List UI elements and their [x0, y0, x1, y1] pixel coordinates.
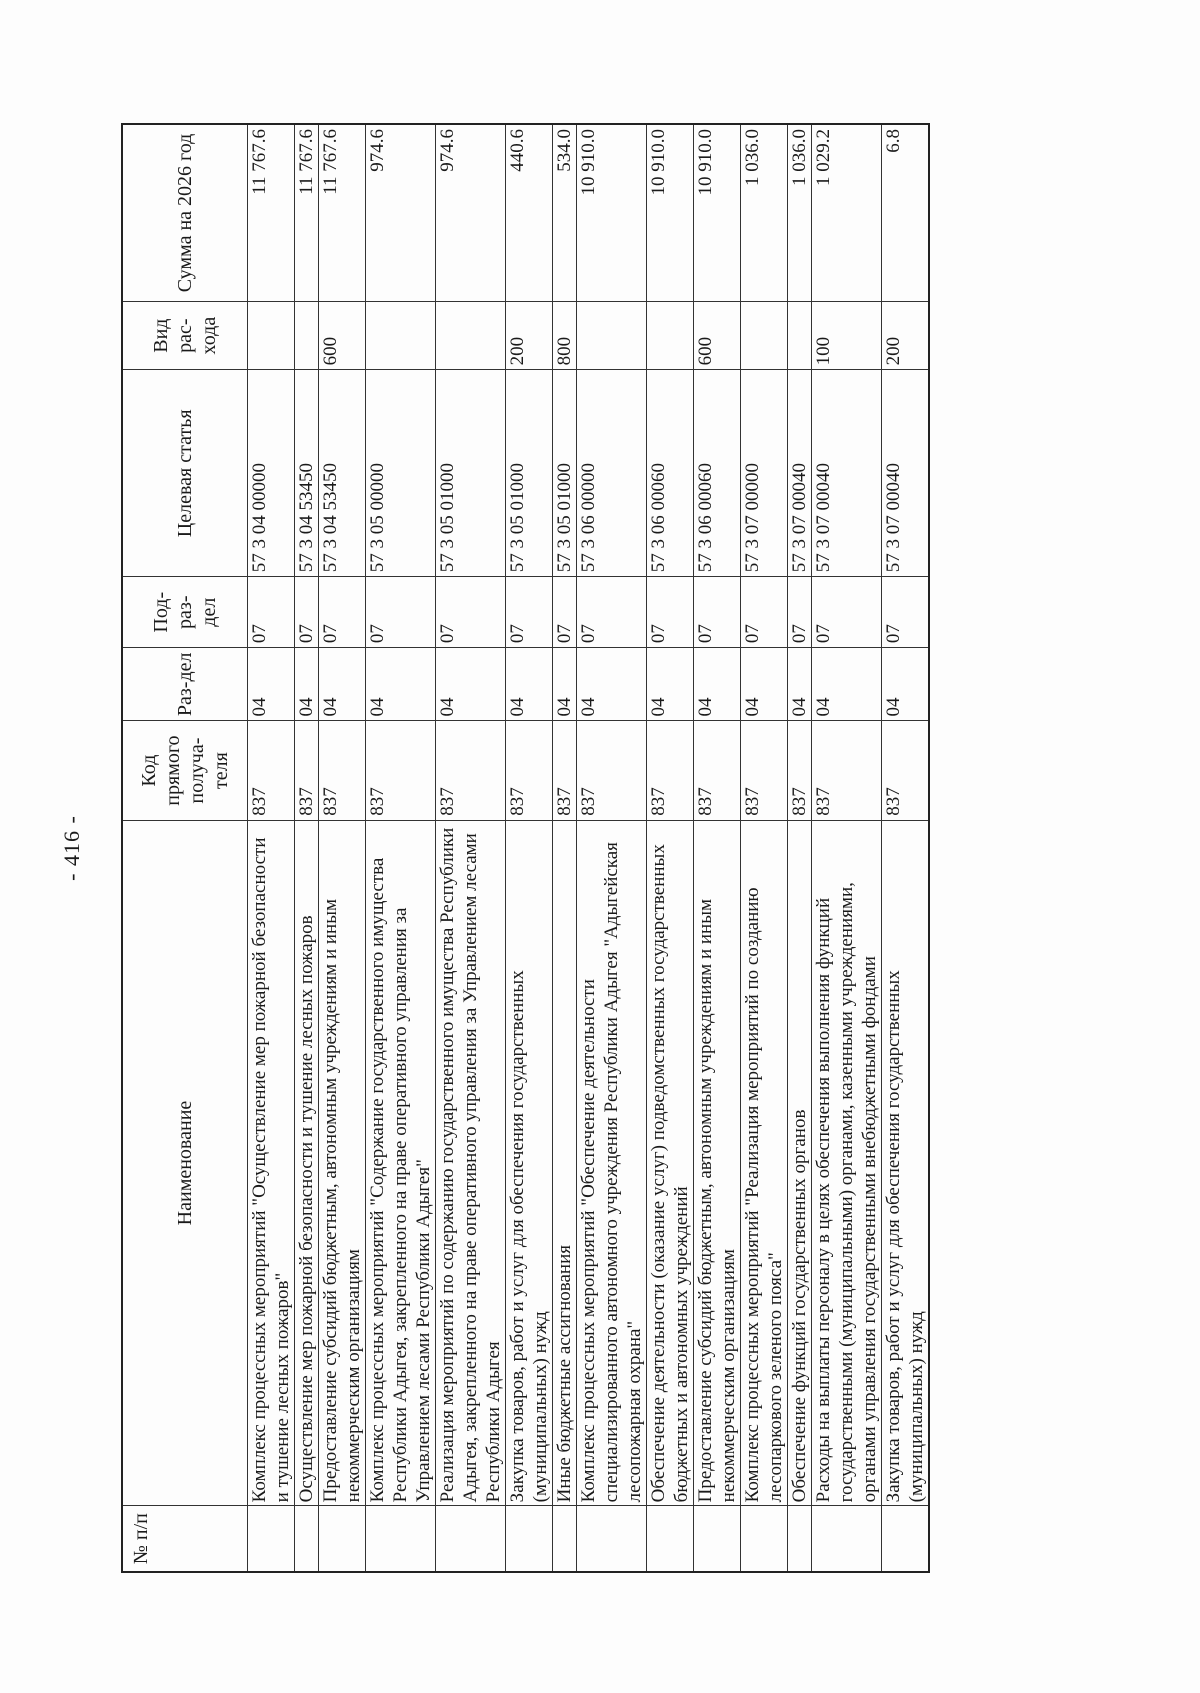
cell-target-article: 57 3 04 53450: [319, 370, 366, 577]
cell-number: [436, 1506, 506, 1572]
cell-number: [248, 1506, 295, 1572]
cell-recipient-code: 837: [882, 721, 930, 820]
cell-subsection: 07: [436, 577, 506, 648]
cell-section: 04: [694, 648, 741, 721]
cell-number: [506, 1506, 553, 1572]
cell-target-article: 57 3 07 00040: [788, 370, 812, 577]
cell-expense-type: [366, 301, 436, 370]
cell-section: 04: [647, 648, 694, 721]
header-number: № п/п: [122, 1506, 248, 1572]
cell-expense-type: [436, 301, 506, 370]
cell-name: Предоставление субсидий бюджетным, автономным учреждениям и иным некоммерческим организациям: [694, 820, 741, 1506]
cell-number: [788, 1506, 812, 1572]
cell-subsection: 07: [788, 577, 812, 648]
table-row: [788, 124, 812, 1572]
table-row: [436, 124, 506, 1572]
page-number: - 416 -: [59, 815, 84, 881]
cell-section: 04: [295, 648, 319, 721]
cell-expense-type: [295, 301, 319, 370]
table-header-row: [122, 124, 248, 1572]
cell-number: [577, 1506, 647, 1572]
table-row: [295, 124, 319, 1572]
cell-target-article: 57 3 07 00040: [882, 370, 930, 577]
table-body: [248, 124, 930, 1572]
table-row: [694, 124, 741, 1572]
cell-recipient-code: 837: [694, 721, 741, 820]
cell-target-article: 57 3 04 00000: [248, 370, 295, 577]
cell-target-article: 57 3 07 00000: [741, 370, 788, 577]
cell-sum: 974.6: [436, 124, 506, 301]
cell-number: [366, 1506, 436, 1572]
table-row: [319, 124, 366, 1572]
cell-section: 04: [741, 648, 788, 721]
cell-sum: 1 036.0: [741, 124, 788, 301]
cell-name: Осуществление мер пожарной безопасности и тушение лесных пожаров: [295, 820, 319, 1506]
header-target-article: Целевая статья: [122, 370, 248, 577]
cell-subsection: 07: [506, 577, 553, 648]
table-row: [366, 124, 436, 1572]
table-row: [577, 124, 647, 1572]
cell-name: Комплекс процессных мероприятий "Реализация мероприятий по созданию лесопаркового зеленого пояса": [741, 820, 788, 1506]
cell-subsection: 07: [553, 577, 577, 648]
cell-section: 04: [436, 648, 506, 721]
cell-recipient-code: 837: [812, 721, 882, 820]
cell-target-article: 57 3 06 00000: [577, 370, 647, 577]
cell-sum: 440.6: [506, 124, 553, 301]
cell-subsection: 07: [295, 577, 319, 648]
cell-subsection: 07: [882, 577, 930, 648]
table-row: [506, 124, 553, 1572]
cell-recipient-code: 837: [295, 721, 319, 820]
cell-section: 04: [577, 648, 647, 721]
cell-subsection: 07: [577, 577, 647, 648]
cell-subsection: 07: [812, 577, 882, 648]
table-row: [882, 124, 930, 1572]
cell-name: Расходы на выплаты персоналу в целях обеспечения выполнения функций государственными (муниципальными) органами, казенными учреждениями, органами управления государственными внебюджетными фондами: [812, 820, 882, 1506]
cell-recipient-code: 837: [366, 721, 436, 820]
cell-subsection: 07: [366, 577, 436, 648]
cell-sum: 1 029.2: [812, 124, 882, 301]
cell-expense-type: 200: [506, 301, 553, 370]
cell-expense-type: [577, 301, 647, 370]
cell-sum: 11 767.6: [295, 124, 319, 301]
cell-expense-type: 600: [694, 301, 741, 370]
cell-target-article: 57 3 05 01000: [436, 370, 506, 577]
cell-number: [319, 1506, 366, 1572]
cell-sum: 6.8: [882, 124, 930, 301]
cell-name: Обеспечение деятельности (оказание услуг) подведомственных государственных бюджетных и автономных учреждений: [647, 820, 694, 1506]
cell-expense-type: [647, 301, 694, 370]
table-row: [248, 124, 295, 1572]
cell-sum: 10 910.0: [577, 124, 647, 301]
cell-number: [295, 1506, 319, 1572]
cell-target-article: 57 3 07 00040: [812, 370, 882, 577]
cell-target-article: 57 3 04 53450: [295, 370, 319, 577]
cell-section: 04: [788, 648, 812, 721]
cell-section: 04: [812, 648, 882, 721]
table-row: [553, 124, 577, 1572]
cell-name: Реализация мероприятий по содержанию государственного имущества Республики Адыгея, закрепленного на праве оперативного управления за Управлением лесами Республики Адыгея: [436, 820, 506, 1506]
cell-target-article: 57 3 05 01000: [506, 370, 553, 577]
header-sum-2026: Сумма на 2026 год: [122, 124, 248, 301]
table-row: [647, 124, 694, 1572]
cell-name: Иные бюджетные ассигнования: [553, 820, 577, 1506]
cell-sum: 11 767.6: [248, 124, 295, 301]
table-row: [812, 124, 882, 1572]
cell-name: Комплекс процессных мероприятий "Содержание государственного имущества Республики Адыгея, закрепленного на праве оперативного управления за Управлением лесами Республики Адыгея": [366, 820, 436, 1506]
cell-name: Комплекс процессных мероприятий "Осуществление мер пожарной безопасности и тушение лесных пожаров": [248, 820, 295, 1506]
cell-sum: 11 767.6: [319, 124, 366, 301]
cell-sum: 1 036.0: [788, 124, 812, 301]
cell-recipient-code: 837: [647, 721, 694, 820]
cell-recipient-code: 837: [506, 721, 553, 820]
cell-name: Закупка товаров, работ и услуг для обеспечения государственных (муниципальных) нужд: [882, 820, 930, 1506]
cell-expense-type: [741, 301, 788, 370]
cell-subsection: 07: [647, 577, 694, 648]
cell-number: [882, 1506, 930, 1572]
cell-sum: 10 910.0: [647, 124, 694, 301]
cell-recipient-code: 837: [248, 721, 295, 820]
rotated-page-content: [59, 123, 1063, 1573]
cell-subsection: 07: [694, 577, 741, 648]
cell-name: Закупка товаров, работ и услуг для обеспечения государственных (муниципальных) нужд: [506, 820, 553, 1506]
header-recipient-code: Код прямого получа-теля: [122, 721, 248, 820]
cell-name: Предоставление субсидий бюджетным, автономным учреждениям и иным некоммерческим организациям: [319, 820, 366, 1506]
cell-section: 04: [553, 648, 577, 721]
cell-expense-type: [248, 301, 295, 370]
cell-recipient-code: 837: [553, 721, 577, 820]
cell-recipient-code: 837: [741, 721, 788, 820]
cell-number: [553, 1506, 577, 1572]
cell-name: Комплекс процессных мероприятий "Обеспечение деятельности специализированного автономного учреждения Республики Адыгея "Адыгейская лесопожарная охрана": [577, 820, 647, 1506]
cell-sum: 534.0: [553, 124, 577, 301]
cell-section: 04: [366, 648, 436, 721]
budget-table: [121, 123, 930, 1573]
cell-subsection: 07: [741, 577, 788, 648]
header-expense-type: Вид рас-хода: [122, 301, 248, 370]
cell-expense-type: 200: [882, 301, 930, 370]
table-row: [741, 124, 788, 1572]
cell-target-article: 57 3 05 00000: [366, 370, 436, 577]
cell-section: 04: [319, 648, 366, 721]
cell-target-article: 57 3 06 00060: [647, 370, 694, 577]
cell-subsection: 07: [248, 577, 295, 648]
header-name: Наименование: [122, 820, 248, 1506]
cell-recipient-code: 837: [319, 721, 366, 820]
cell-recipient-code: 837: [436, 721, 506, 820]
cell-target-article: 57 3 06 00060: [694, 370, 741, 577]
cell-number: [812, 1506, 882, 1572]
cell-subsection: 07: [319, 577, 366, 648]
cell-expense-type: [788, 301, 812, 370]
cell-number: [647, 1506, 694, 1572]
cell-sum: 10 910.0: [694, 124, 741, 301]
header-subsection: Под-раз-дел: [122, 577, 248, 648]
cell-sum: 974.6: [366, 124, 436, 301]
cell-recipient-code: 837: [577, 721, 647, 820]
cell-name: Обеспечение функций государственных органов: [788, 820, 812, 1506]
cell-section: 04: [882, 648, 930, 721]
cell-expense-type: 100: [812, 301, 882, 370]
cell-recipient-code: 837: [788, 721, 812, 820]
cell-target-article: 57 3 05 01000: [553, 370, 577, 577]
cell-number: [741, 1506, 788, 1572]
header-section: Раз-дел: [122, 648, 248, 721]
cell-expense-type: 800: [553, 301, 577, 370]
cell-expense-type: 600: [319, 301, 366, 370]
cell-number: [694, 1506, 741, 1572]
cell-section: 04: [506, 648, 553, 721]
cell-section: 04: [248, 648, 295, 721]
